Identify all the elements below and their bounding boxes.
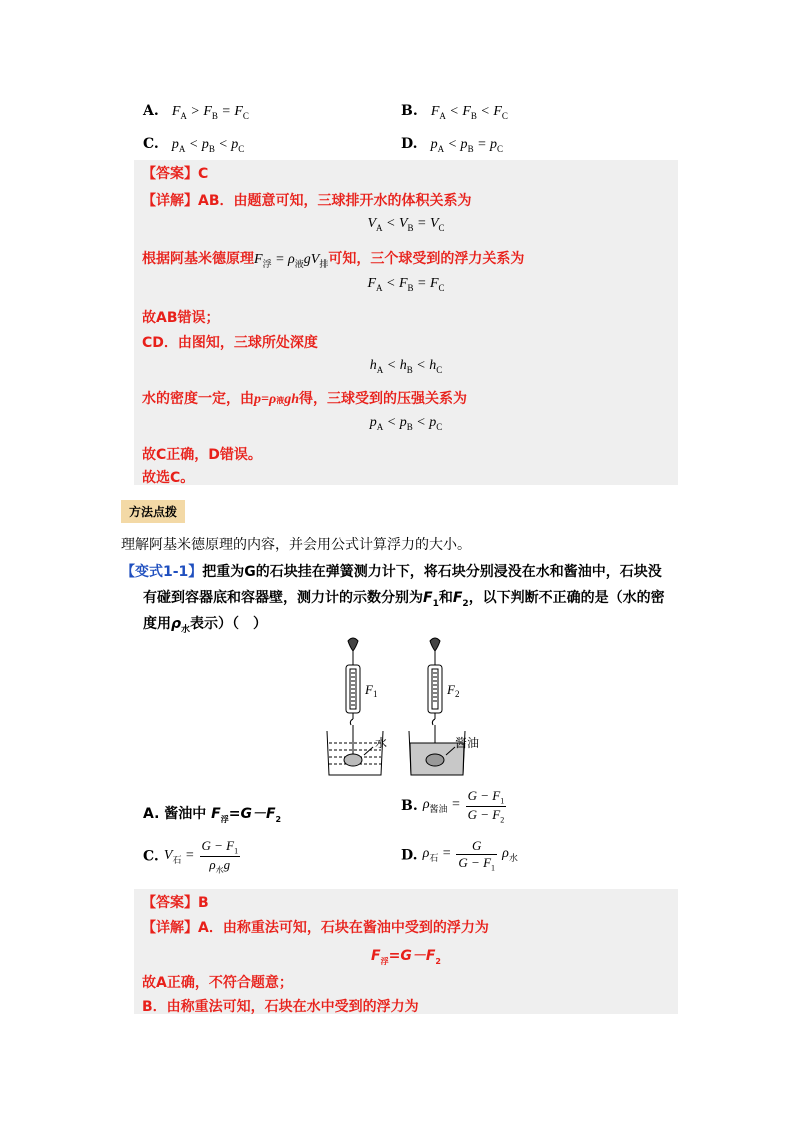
label-f2: $F_2$ xyxy=(447,682,460,699)
option2-a: A. 酱油中 $F_浮=G-F_2$ xyxy=(143,806,282,824)
detail-line-6: 故C正确，D错误。 xyxy=(142,447,262,463)
right-spring-scale xyxy=(409,638,465,775)
question-line-3: 度用$\rho_水$表示）（ ） xyxy=(143,616,268,635)
label-water: 水 xyxy=(375,736,388,750)
option-expression: $p_A < p_B = p_C$ xyxy=(430,137,504,154)
option-label: D. xyxy=(401,136,418,152)
detail-line-7: 故选C。 xyxy=(142,470,195,486)
option-label: A. xyxy=(143,103,159,119)
question-tag: 【变式1-1】 xyxy=(121,564,203,580)
question-line-2: 有碰到容器底和容器壁，测力计的示数分别为$F_1$和$F_2$，以下判断不正确的是（水的密 xyxy=(143,590,665,609)
label-soy: 酱油 xyxy=(455,736,480,750)
option2-c: C. $V_石$ = $\frac{G - F_1}{\rho_水g}$ xyxy=(143,838,239,875)
option-expression: $p_A < p_B < p_C$ xyxy=(171,137,245,154)
depth-relation: $h_A < h_B < h_C$ xyxy=(369,358,443,375)
option-expression: $F_A < F_B < F_C$ xyxy=(430,104,508,121)
question-line-1: 【变式1-1】把重为G的石块挂在弹簧测力计下，将石块分别浸没在水和酱油中，石块没 xyxy=(121,564,662,580)
detail-line-2: 根据阿基米德原理$F_浮 = \rho_液gV_排$可知，三个球受到的浮力关系为 xyxy=(142,251,525,269)
detail-line-5: 水的密度一定，由p=ρ液gh得，三球受到的压强关系为 xyxy=(142,391,467,407)
detail-line-1: 【详解】AB．由题意可知，三球排开水的体积关系为 xyxy=(142,193,472,209)
answer-box xyxy=(134,160,678,485)
label-f1: $F_1$ xyxy=(365,682,378,699)
option-a xyxy=(143,100,249,121)
option-expression: $F_A > F_B = F_C$ xyxy=(171,104,249,121)
pressure-relation: $p_A < p_B < p_C$ xyxy=(369,415,443,432)
option-label: B. xyxy=(401,103,418,119)
option-d xyxy=(401,133,503,154)
option-label: C. xyxy=(143,136,159,152)
detail-line-3: 故AB错误； xyxy=(142,310,220,326)
method-text: 理解阿基米德原理的内容，并会用公式计算浮力的大小。 xyxy=(121,537,471,553)
volume-relation: $V_A < V_B = V_C$ xyxy=(367,216,445,233)
answer2-line-4: B．由称重法可知，石块在水中受到的浮力为 xyxy=(142,999,419,1015)
answer2-line-1: 【详解】A．由称重法可知，石块在酱油中受到的浮力为 xyxy=(142,920,489,936)
option-b xyxy=(401,100,508,121)
answer2-tag: 【答案】B xyxy=(142,895,209,911)
spring-scale-figure xyxy=(315,635,495,785)
answer2-formula: $F_浮=G-F_2$ xyxy=(371,948,441,966)
answer-tag: 【答案】C xyxy=(142,166,209,182)
option2-d: D. $\rho_石$ = $\frac{G}{G - F_1}$ $\rho_水$ xyxy=(401,838,518,873)
answer2-line-3: 故A正确，不符合题意； xyxy=(142,975,293,991)
option2-b: B. $\rho_{酱油}$ = $\frac{G - F_1}{G - F_2}$ xyxy=(401,788,505,825)
detail-line-4: CD．由图知，三球所处深度 xyxy=(142,335,318,351)
left-spring-scale xyxy=(327,638,383,775)
buoyancy-relation: $F_A < F_B = F_C$ xyxy=(367,276,445,293)
answer-box-2 xyxy=(134,889,678,1014)
option-c xyxy=(143,133,244,154)
method-tag: 方法点拨 xyxy=(121,500,185,523)
